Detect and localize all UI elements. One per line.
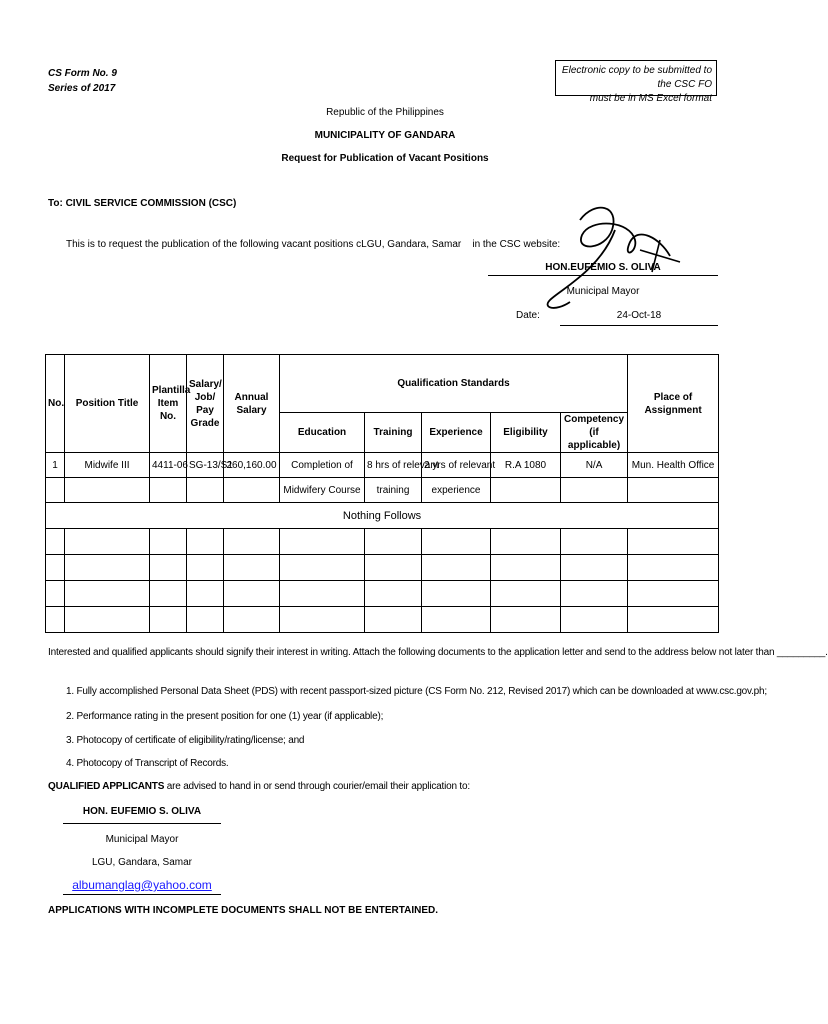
request-text-after: in the CSC website:	[472, 239, 561, 250]
cell-empty	[224, 478, 280, 503]
cell-training-cont: training	[365, 478, 422, 503]
cell-empty	[187, 478, 224, 503]
cell-training: 8 hrs of relevant	[365, 453, 422, 478]
request-text-before: This is to request the publication of the following vacant positions c	[66, 239, 362, 250]
table-row	[46, 555, 719, 581]
col-education: Education	[280, 413, 365, 453]
request-agency: LGU, Gandara, Samar	[361, 239, 462, 250]
electronic-note-line-2: must be in MS Excel format	[589, 93, 712, 104]
document-item-4: 4. Photocopy of Transcript of Records.	[66, 758, 229, 769]
signature-icon	[520, 190, 690, 320]
header-municipality: MUNICIPALITY OF GANDARA	[314, 130, 456, 141]
cell-plantilla: 4411-06	[150, 453, 187, 478]
col-annual-salary: Annual Salary	[224, 355, 280, 453]
electronic-copy-note	[555, 60, 717, 104]
cell-empty	[628, 478, 719, 503]
address-title: Municipal Mayor	[105, 834, 179, 845]
date-line	[560, 325, 718, 326]
cell-no: 1	[46, 453, 65, 478]
form-number-label: CS Form No. 9	[48, 68, 117, 79]
document-item-1: 1. Fully accomplished Personal Data Sheet (PDS) with recent passport-sized picture (CS Form No. 212, Revised 2017) which can be downloaded at www.csc.gov.ph;	[66, 686, 767, 697]
document-item-3: 3. Photocopy of certificate of eligibility/rating/license; and	[66, 735, 305, 746]
col-place-of-assignment: Place of Assignment	[628, 355, 719, 453]
table-row	[46, 581, 719, 607]
col-experience: Experience	[422, 413, 491, 453]
address-top-line	[63, 823, 221, 824]
cell-empty	[150, 478, 187, 503]
nothing-follows-row	[46, 503, 719, 529]
electronic-note-line-1: Electronic copy to be submitted to the CSC FO	[561, 65, 712, 90]
cell-competency: N/A	[561, 453, 628, 478]
header-request-title: Request for Publication of Vacant Positions	[281, 153, 489, 164]
form-series-label: Series of 2017	[48, 83, 116, 94]
date-value: 24-Oct-18	[616, 310, 662, 321]
col-plantilla: Plantilla Item No.	[150, 355, 187, 453]
addressee: To: CIVIL SERVICE COMMISSION (CSC)	[48, 198, 237, 209]
cell-education-cont: Midwifery Course	[280, 478, 365, 503]
vacant-positions-table	[45, 354, 719, 633]
table-row	[46, 529, 719, 555]
signature-line	[488, 275, 718, 276]
address-agency: LGU, Gandara, Samar	[91, 857, 193, 868]
signatory-title: Municipal Mayor	[566, 286, 640, 297]
address-bottom-line	[63, 894, 221, 895]
cell-experience: 2 yrs of relevant	[422, 453, 491, 478]
document-item-2: 2. Performance rating in the present position for one (1) year (if applicable);	[66, 711, 384, 722]
col-competency: Competency (if applicable)	[561, 413, 628, 453]
qualified-applicants-statement	[48, 781, 470, 792]
date-label: Date:	[516, 310, 540, 321]
cell-salary-grade: SG-13/S1	[187, 453, 224, 478]
cell-education: Completion of	[280, 453, 365, 478]
address-name: HON. EUFEMIO S. OLIVA	[82, 806, 202, 817]
cell-empty	[491, 478, 561, 503]
table-row	[46, 607, 719, 633]
col-position-title: Position Title	[65, 355, 150, 453]
form-number	[48, 66, 117, 96]
cell-experience-cont: experience	[422, 478, 491, 503]
col-qualification-standards: Qualification Standards	[280, 355, 628, 413]
incomplete-documents-notice: APPLICATIONS WITH INCOMPLETE DOCUMENTS SHALL NOT BE ENTERTAINED.	[48, 905, 438, 916]
header-republic: Republic of the Philippines	[326, 107, 444, 118]
qualified-applicants-label: QUALIFIED APPLICANTS	[48, 781, 165, 792]
table-row	[46, 453, 719, 478]
cell-annual-salary: 260,160.00	[224, 453, 280, 478]
address-email-link[interactable]: albumanglag@yahoo.com	[72, 878, 212, 892]
cell-empty	[561, 478, 628, 503]
cell-empty	[65, 478, 150, 503]
col-salary-grade: Salary/ Job/ Pay Grade	[187, 355, 224, 453]
signatory-name: HON.EUFEMIO S. OLIVA	[545, 262, 661, 273]
cell-position-title: Midwife III	[65, 453, 150, 478]
qualified-applicants-text: are advised to hand in or send through courier/email their application to:	[164, 781, 470, 792]
cell-eligibility: R.A 1080	[491, 453, 561, 478]
request-statement	[66, 239, 560, 250]
nothing-follows: Nothing Follows	[46, 503, 719, 529]
col-training: Training	[365, 413, 422, 453]
interest-statement: Interested and qualified applicants should signify their interest in writing. Attach the following documents to the application letter and send to the address below not later than _________.	[48, 647, 828, 658]
cell-place: Mun. Health Office	[628, 453, 719, 478]
cell-empty	[46, 478, 65, 503]
col-no: No.	[46, 355, 65, 453]
col-eligibility: Eligibility	[491, 413, 561, 453]
table-row	[46, 478, 719, 503]
table-header-row	[46, 355, 719, 413]
